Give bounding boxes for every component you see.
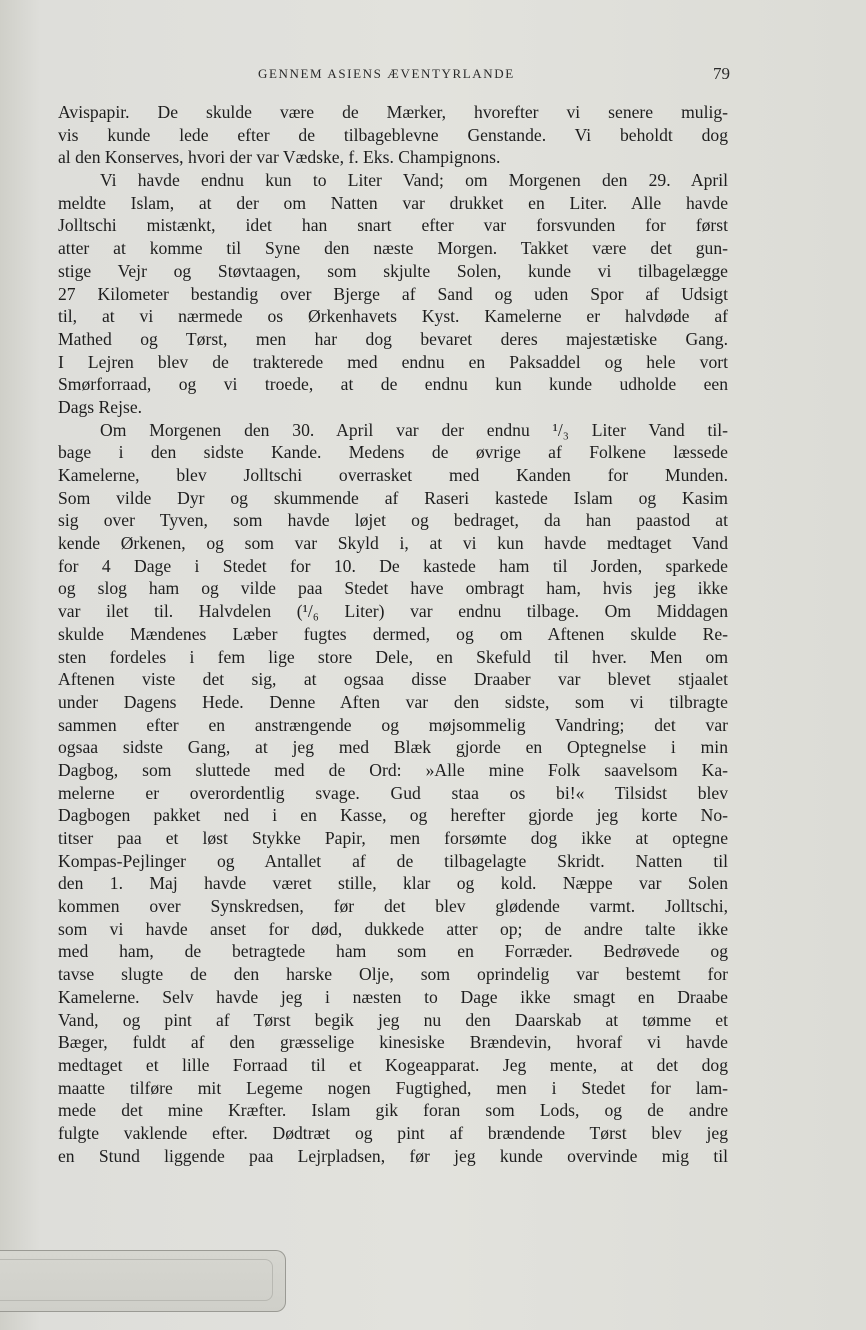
text-line: stige Vejr og Støvtaagen, som skjulte Solen, kunde vi tilbagelægge bbox=[58, 260, 728, 281]
text-line: Smørforraad, og vi troede, at de endnu kun kunde udholde een bbox=[58, 374, 728, 395]
text-line: maatte tilføre mit Legeme nogen Fugtighed, men i Stedet for lam- bbox=[58, 1077, 728, 1098]
text-line: Dags Rejse. bbox=[58, 396, 143, 417]
text-line: som vi havde anset for død, dukkede atter op; de andre talte ikke bbox=[58, 918, 728, 939]
text-line: Mathed og Tørst, men har dog bevaret deres majestætiske Gang. bbox=[58, 328, 728, 349]
text-line: Bæger, fuldt af den græsselige kinesiske Brændevin, hvoraf vi havde bbox=[58, 1032, 728, 1053]
library-stamp-inner-frame bbox=[0, 1259, 273, 1301]
text-line: mede det mine Kræfter. Islam gik foran som Lods, og de andre bbox=[58, 1100, 728, 1121]
text-line: Vand, og pint af Tørst begik jeg nu den Daarskab at tømme et bbox=[58, 1009, 728, 1030]
text-line: tavse slugte de den harske Olje, som oprindelig var bestemt for bbox=[58, 964, 728, 985]
text-line: til, at vi nærmede os Ørkenhavets Kyst. Kamelerne er halvdøde af bbox=[58, 306, 728, 327]
text-line: Dagbog, som sluttede med de Ord: »Alle mine Folk saavelsom Ka- bbox=[58, 759, 728, 780]
text-line: sig over Tyven, som havde løjet og bedraget, da han paastod at bbox=[58, 510, 728, 531]
body-text bbox=[58, 101, 728, 1167]
text-line: meldte Islam, at der om Natten var drukket en Liter. Alle havde bbox=[58, 192, 728, 213]
text-line: skulde Mændenes Læber fugtes dermed, og om Aftenen skulde Re- bbox=[58, 623, 728, 644]
text-line: atter at komme til Syne den næste Morgen. Takket være det gun- bbox=[58, 238, 728, 259]
text-line: Som vilde Dyr og skummende af Raseri kastede Islam og Kasim bbox=[58, 487, 728, 508]
text-line: medtaget et lille Forraad til et Kogeapparat. Jeg mente, at det dog bbox=[58, 1054, 728, 1075]
text-line: var ilet til. Halvdelen (¹/₆ Liter) var endnu tilbage. Om Middagen bbox=[58, 601, 728, 622]
text-line: kende Ørkenen, og som var Skyld i, at vi kun havde medtaget Vand bbox=[58, 533, 728, 554]
running-title: GENNEM ASIENS ÆVENTYRLANDE bbox=[258, 66, 515, 81]
text-line: og slog ham og vilde paa Stedet have ombragt ham, hvis jeg ikke bbox=[58, 578, 728, 599]
text-line: Om Morgenen den 30. April var der endnu ¹/₃ Liter Vand til- bbox=[100, 419, 728, 440]
text-line: Dagbogen pakket ned i en Kasse, og herefter gjorde jeg korte No- bbox=[58, 805, 728, 826]
running-header bbox=[110, 64, 730, 86]
text-line: Jolltschi mistænkt, idet han snart efter var forsvunden for først bbox=[58, 215, 728, 236]
library-stamp bbox=[0, 1250, 286, 1312]
text-line: bage i den sidste Kande. Medens de øvrige af Folkene læssede bbox=[58, 442, 728, 463]
text-line: sten fordeles i fem lige store Dele, en Skefuld til hver. Men om bbox=[58, 646, 728, 667]
text-line: den 1. Maj havde været stille, klar og kold. Næppe var Solen bbox=[58, 873, 728, 894]
text-line: Vi havde endnu kun to Liter Vand; om Morgenen den 29. April bbox=[100, 170, 728, 191]
text-line: under Dagens Hede. Denne Aften var den sidste, som vi tilbragte bbox=[58, 691, 728, 712]
text-line: fulgte vaklende efter. Dødtræt og pint af brændende Tørst blev jeg bbox=[58, 1122, 728, 1143]
text-line: Kamelerne. Selv havde jeg i næsten to Dage ikke smagt en Draabe bbox=[58, 986, 728, 1007]
text-line: melerne er overordentlig svage. Gud staa os bi!« Tilsidst blev bbox=[58, 782, 728, 803]
text-line: Avispapir. De skulde være de Mærker, hvorefter vi senere mulig- bbox=[58, 102, 728, 122]
text-line: Kompas-Pejlinger og Antallet af de tilbagelagte Skridt. Natten til bbox=[58, 850, 728, 871]
text-line: 27 Kilometer bestandig over Bjerge af Sand og uden Spor af Udsigt bbox=[58, 283, 728, 304]
page-number: 79 bbox=[713, 64, 730, 83]
text-line: Aftenen viste det sig, at ogsaa disse Draaber var blevet stjaalet bbox=[58, 669, 728, 690]
text-line: titser paa et løst Stykke Papir, men forsømte dog ikke at optegne bbox=[58, 828, 728, 848]
text-line: en Stund liggende paa Lejrpladsen, før jeg kunde overvinde mig til bbox=[58, 1145, 728, 1166]
text-line: sammen efter en anstrængende og møjsommelig Vandring; det var bbox=[58, 714, 728, 735]
text-line: med ham, de betragtede ham som en Forræder. Bedrøvede og bbox=[58, 941, 728, 962]
text-line: Kamelerne, blev Jolltschi overrasket med Kanden for Munden. bbox=[58, 465, 728, 485]
text-line: ogsaa sidste Gang, at jeg med Blæk gjorde en Optegnelse i min bbox=[58, 737, 728, 758]
text-line: al den Konserves, hvori der var Vædske, f. Eks. Champignons. bbox=[58, 147, 501, 168]
text-line: vis kunde lede efter de tilbageblevne Genstande. Vi beholdt dog bbox=[58, 124, 728, 145]
text-line: I Lejren blev de trakterede med endnu en Paksaddel og hele vort bbox=[58, 351, 728, 372]
text-line: for 4 Dage i Stedet for 10. De kastede ham til Jorden, sparkede bbox=[58, 555, 728, 576]
text-line: kommen over Synskredsen, før det blev glødende varmt. Jolltschi, bbox=[58, 896, 728, 917]
